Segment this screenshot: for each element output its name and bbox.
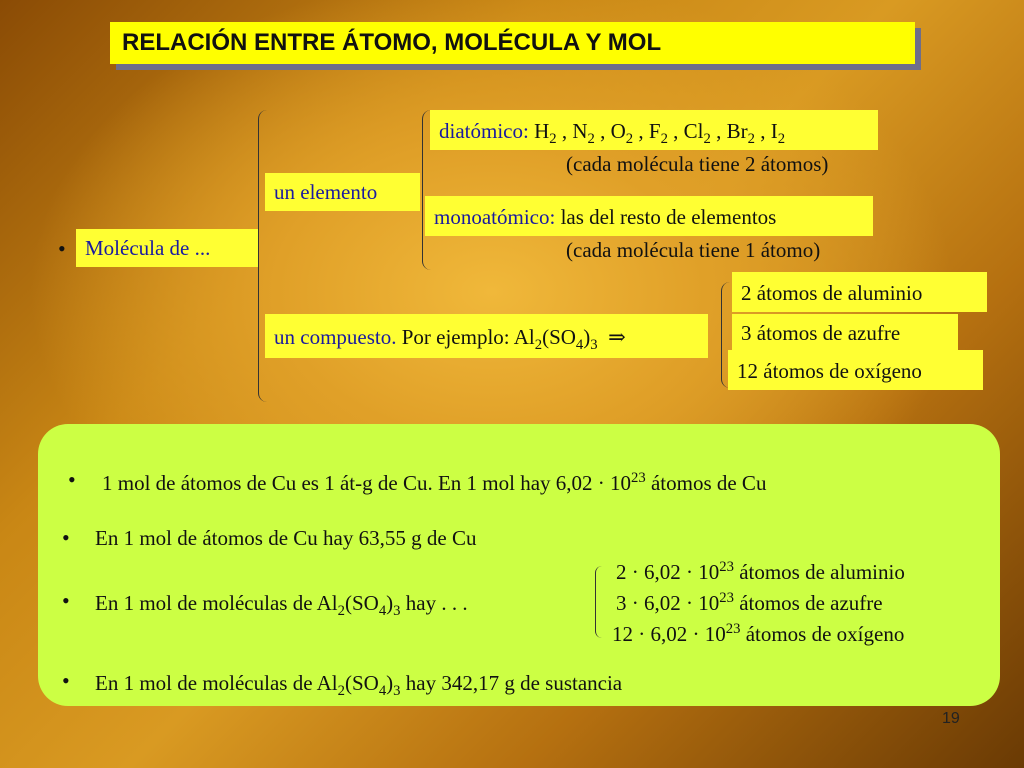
line-mol-al2so43: En 1 mol de moléculas de $Al_2(SO_4)_3$ hay . . .	[95, 591, 468, 620]
subline-aluminum: $2 \cdot 6,02 \cdot 10^{23}$ átomos de aluminio	[616, 559, 905, 584]
bullet: •	[58, 236, 66, 261]
subline-oxygen: $12 \cdot 6,02 \cdot 10^{23}$ átomos de oxígeno	[612, 621, 905, 646]
monoatomic-box	[425, 196, 873, 236]
diatomic-box	[430, 110, 878, 150]
compound-box	[265, 314, 708, 358]
line-mol-al2so43-mass: En 1 mol de moléculas de $Al_2(SO_4)_3$ hay 342,17 g de sustancia	[95, 671, 623, 700]
brace-large	[258, 110, 267, 402]
slide-title: RELACIÓN ENTRE ÁTOMO, MOLÉCULA Y MOL	[110, 22, 915, 64]
brace-mol	[595, 566, 602, 638]
element-label: un elemento	[265, 173, 420, 211]
subline-sulfur: $3 \cdot 6,02 \cdot 10^{23}$ átomos de azufre	[616, 590, 883, 615]
diatomic-note: (cada molécula tiene 2 átomos)	[566, 152, 829, 176]
monoatomic-label: monoatómico:	[434, 205, 556, 229]
bullet: •	[62, 668, 70, 693]
diatomic-label: diatómico:	[439, 119, 529, 143]
molecule-label: Molécula de ...	[76, 229, 258, 267]
atoms-aluminum: 2 átomos de aluminio	[732, 272, 987, 312]
monoatomic-text: las del resto de elementos	[560, 205, 777, 229]
page-number: 19	[942, 710, 960, 727]
monoatomic-note: (cada molécula tiene 1 átomo)	[566, 238, 821, 262]
line-mol-cu-mass: En 1 mol de átomos de Cu hay 63,55 g de Cu	[95, 526, 477, 550]
diatomic-formulas: $H_2$ , $N_2$ , $O_2$ , $F_2$ , $Cl_2$ , $Br_2$ , $I_2$	[534, 119, 786, 148]
bullet: •	[68, 467, 76, 492]
compound-example: Por ejemplo: $Al_2(SO_4)_3$ ⇒	[401, 325, 626, 354]
bullet: •	[62, 588, 70, 613]
atoms-oxygen: 12 átomos de oxígeno	[728, 350, 983, 390]
implies-symbol: ⇒	[608, 325, 626, 349]
compound-label: un compuesto.	[274, 325, 397, 349]
line-mol-cu-atoms: 1 mol de átomos de Cu es 1 át-g de Cu. En 1 mol hay $6,02 \cdot 10^{23}$ átomos de Cu	[102, 470, 767, 495]
atoms-sulfur: 3 átomos de azufre	[732, 314, 958, 352]
bullet: •	[62, 525, 70, 550]
